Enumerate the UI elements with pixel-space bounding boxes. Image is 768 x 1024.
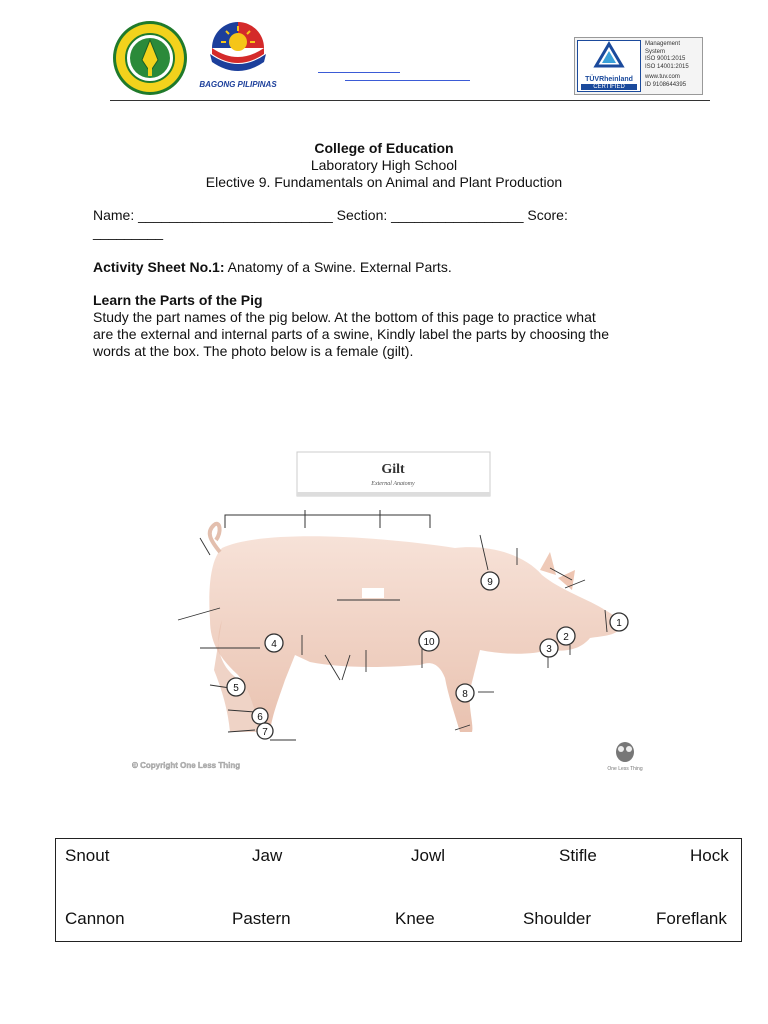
diagram-subtitle: External Anatomy: [371, 481, 415, 487]
word-hock: Hock: [690, 846, 729, 865]
callout-7: [257, 723, 273, 739]
svg-text:5: 5: [233, 683, 239, 694]
learn-paragraph: Study the part names of the pig below. At the bottom of this page to practice what are the external and internal parts of a swine, Kindly label the parts by choosing the words at the box. The photo below is a female (gilt).: [93, 309, 609, 359]
callout-4: [265, 634, 283, 652]
svg-text:1: 1: [616, 618, 622, 629]
university-seal: [112, 20, 188, 96]
score-blank[interactable]: _________: [93, 224, 164, 240]
callout-9: [481, 572, 499, 590]
svg-text:4: 4: [271, 639, 277, 650]
callout-8: [456, 684, 474, 702]
svg-text:8: 8: [462, 689, 468, 700]
activity-text: Anatomy of a Swine. External Parts.: [224, 259, 452, 275]
pig-anatomy-diagram: [110, 440, 680, 780]
owl-logo-icon: [616, 742, 634, 762]
student-info-line[interactable]: Name: _________________________ Section: _________________ Score:: [93, 207, 568, 223]
word-knee: Knee: [395, 909, 435, 928]
word-snout: Snout: [65, 846, 110, 865]
word-jaw: Jaw: [252, 846, 283, 865]
header-divider: [110, 100, 710, 101]
word-foreflank: Foreflank: [656, 909, 727, 928]
learn-heading: Learn the Parts of the Pig: [93, 292, 263, 308]
callout-10: [419, 631, 439, 651]
pig-illustration: [209, 524, 620, 732]
tuv-certification-badge: TÜVRheinland CERTIFIED Management System ISO 9001:2015 ISO 14001:2015 www.tuv.com ID 9108644395: [574, 37, 703, 95]
svg-text:10: 10: [423, 637, 435, 648]
svg-text:7: 7: [262, 727, 268, 738]
word-stifle: Stifle: [559, 846, 597, 865]
diagram-copyright: © Copyright One Less Thing: [132, 761, 241, 770]
college-title: College of Education: [314, 140, 454, 156]
word-cannon: Cannon: [65, 909, 125, 928]
diagram-title: Gilt: [381, 462, 405, 477]
svg-text:9: 9: [487, 577, 493, 588]
bagong-pilipinas-logo: [198, 18, 278, 94]
tuv-triangle-icon: [578, 41, 640, 71]
callout-2: [557, 627, 575, 645]
course-title: Elective 9. Fundamentals on Animal and Plant Production: [205, 174, 563, 190]
activity-line: [93, 259, 683, 276]
diagram-title-card: [297, 452, 490, 496]
svg-text:6: 6: [257, 712, 263, 723]
header-link-line-1[interactable]: [318, 72, 400, 73]
activity-label: Activity Sheet No.1:: [93, 259, 225, 275]
word-shoulder: Shoulder: [523, 909, 592, 928]
blank-label-box: [362, 588, 384, 598]
callout-1: [610, 613, 628, 631]
school-title: Laboratory High School: [310, 157, 458, 173]
svg-text:2: 2: [563, 632, 569, 643]
word-bank-box: [55, 838, 742, 942]
word-pastern: Pastern: [232, 909, 291, 928]
word-jowl: Jowl: [411, 846, 446, 865]
svg-text:3: 3: [546, 644, 552, 655]
header-link-line-2[interactable]: [345, 80, 470, 81]
bagong-pilipinas-text: BAGONG PILIPINAS: [199, 80, 277, 89]
diagram-brackets: [225, 510, 430, 528]
callout-5: [227, 678, 245, 696]
owl-logo-text: One Less Thing: [607, 766, 643, 772]
callout-6: [252, 708, 268, 724]
callout-3: [540, 639, 558, 657]
